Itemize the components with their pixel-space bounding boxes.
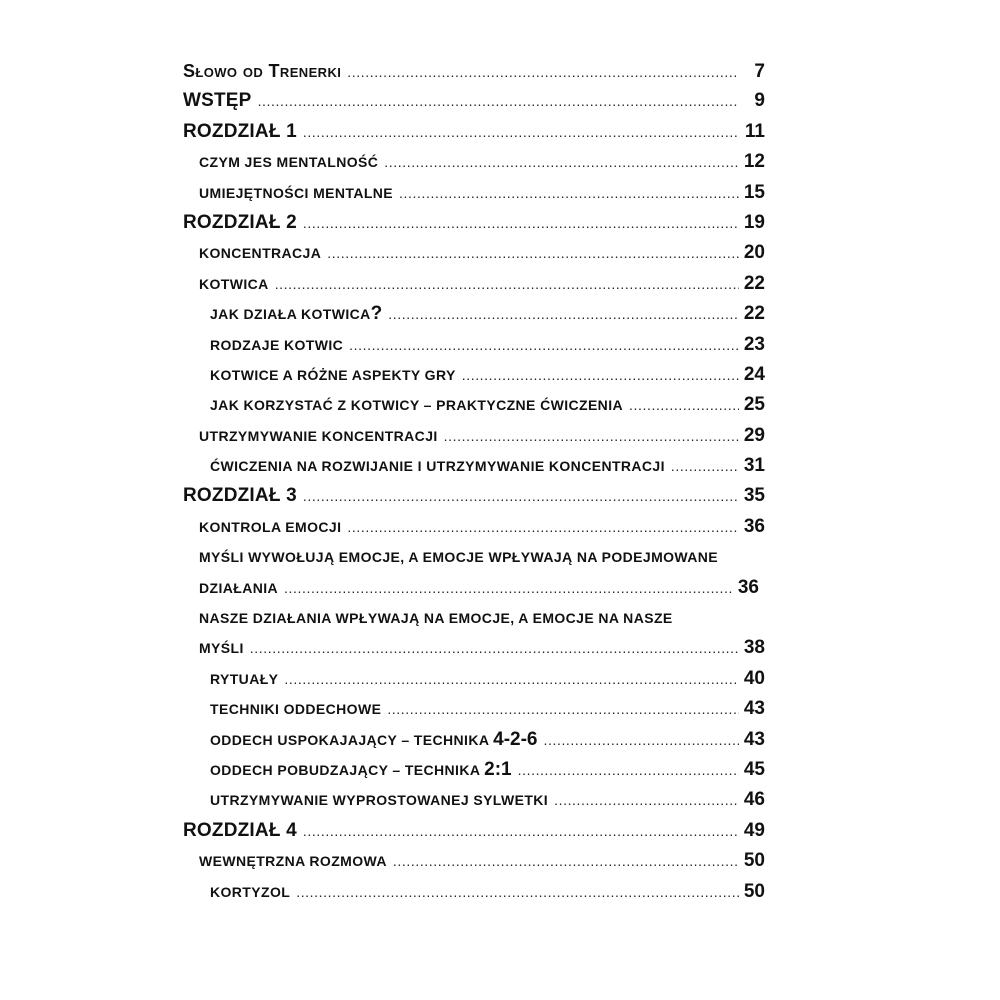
toc-entry-title: KOTWICA [199, 275, 269, 292]
toc-entry-title: WSTĘP [183, 90, 252, 112]
dot-leader [303, 481, 739, 511]
toc-entry-page: 49 [743, 819, 765, 841]
dot-leader [303, 117, 739, 147]
toc-entry-title [210, 299, 382, 330]
toc-entry-slowo-od-trenerki[interactable] [183, 56, 765, 86]
dot-leader [296, 877, 739, 907]
toc-entry-title-suffix: ? [370, 303, 383, 325]
toc-entry-page: 25 [743, 394, 765, 416]
toc-entry-title-suffix: 4-2-6 [493, 728, 538, 750]
toc-entry-title: RYTUAŁY [210, 670, 279, 687]
toc-entry-utrzymywanie-wyprostowanej-sylwetki[interactable] [183, 785, 765, 815]
toc-entry-rozdzial-1[interactable] [183, 117, 765, 147]
dot-leader [284, 664, 739, 694]
toc-entry-page: 20 [743, 242, 765, 264]
toc-entry-page: 7 [754, 61, 765, 82]
toc-entry-title: KONTROLA EMOCJI [199, 518, 342, 535]
table-of-contents [183, 56, 765, 907]
toc-entry-rozdzial-4[interactable] [183, 816, 765, 846]
toc-entry-rytualy[interactable] [183, 664, 765, 694]
toc-entry-jak-dziala-kotwica[interactable] [183, 299, 765, 329]
toc-entry-title-line1 [183, 542, 765, 572]
toc-entry-title: UTRZYMYWANIE WYPROSTOWANEJ SYLWETKI [210, 792, 549, 809]
toc-entry-title: ROZDZIAŁ 2 [183, 211, 297, 233]
dot-leader [327, 238, 739, 268]
dot-leader [384, 147, 739, 177]
toc-entry-page: 19 [743, 211, 765, 233]
dot-leader [444, 421, 739, 451]
toc-entry-kortyzol[interactable] [183, 877, 765, 907]
toc-entry-utrzymywanie-koncentracji[interactable] [183, 421, 765, 451]
toc-entry-title: UMIEJĘTNOŚCI MENTALNE [199, 184, 394, 201]
toc-entry-page: 23 [743, 333, 765, 355]
toc-entry-title-continued: MYŚLI [199, 640, 244, 657]
dot-leader [462, 360, 739, 390]
toc-entry-title: TECHNIKI ODDECHOWE [210, 701, 382, 718]
toc-entry-nasze-dzialania[interactable] [183, 603, 765, 664]
toc-entry-page: 38 [743, 637, 765, 659]
toc-entry-mysli-wywoluja-emocje[interactable] [183, 542, 765, 603]
toc-entry-page: 35 [743, 485, 765, 507]
toc-entry-title: KONCENTRACJA [199, 245, 322, 262]
toc-entry-page: 29 [743, 424, 765, 446]
toc-entry-jak-korzystac-z-kotwicy[interactable] [183, 390, 765, 420]
toc-entry-title: Słowo od Trenerki [183, 61, 342, 81]
dot-leader [250, 633, 739, 663]
toc-entry-rozdzial-3[interactable] [183, 481, 765, 511]
toc-entry-page: 24 [743, 363, 765, 385]
dot-leader [284, 573, 733, 603]
toc-entry-title-line1 [183, 603, 765, 633]
dot-leader [347, 57, 739, 87]
toc-entry-title: ĆWICZENIA NA ROZWIJANIE I UTRZYMYWANIE KONCENTRACJI [210, 458, 665, 475]
toc-entry-page: 9 [754, 90, 765, 112]
toc-entry-page: 11 [744, 120, 765, 142]
toc-entry-title: NASZE DZIAŁANIA WPŁYWAJĄ NA EMOCJE, A EMOCJE NA NASZE [199, 610, 673, 627]
toc-entry-title-line2-row [183, 633, 765, 663]
dot-leader [349, 330, 739, 360]
toc-entry-title: JAK KORZYSTAĆ Z KOTWICY – PRAKTYCZNE ĆWICZENIA [210, 397, 623, 414]
toc-entry-rodzaje-kotwic[interactable] [183, 330, 765, 360]
dot-leader [275, 269, 739, 299]
toc-entry-oddech-pobudzajacy[interactable] [183, 755, 765, 785]
toc-entry-page: 50 [743, 880, 765, 902]
toc-entry-title: WEWNĘTRZNA ROZMOWA [199, 853, 387, 870]
dot-leader [399, 178, 739, 208]
toc-entry-title: ROZDZIAŁ 3 [183, 485, 297, 507]
toc-entry-techniki-oddechowe[interactable] [183, 694, 765, 724]
toc-entry-page: 12 [743, 151, 765, 173]
toc-entry-kotwice-a-rozne-aspekty-gry[interactable] [183, 360, 765, 390]
toc-entry-title: RODZAJE KOTWIC [210, 336, 344, 353]
dot-leader [347, 512, 739, 542]
toc-entry-title-text: ODDECH USPOKAJAJĄCY – TECHNIKA [210, 731, 494, 748]
toc-entry-title: ROZDZIAŁ 1 [183, 120, 297, 142]
toc-entry-title: KOTWICE A RÓŻNE ASPEKTY GRY [210, 366, 456, 383]
toc-entry-title: MYŚLI WYWOŁUJĄ EMOCJE, A EMOCJE WPŁYWAJĄ NA PODEJMOWANE [199, 549, 719, 566]
toc-entry-cwiczenia-na-rozwijanie[interactable] [183, 451, 765, 481]
toc-entry-title: CZYM JES MENTALNOŚĆ [199, 154, 379, 171]
toc-entry-page: 45 [743, 758, 765, 780]
toc-entry-page: 36 [737, 576, 759, 598]
toc-entry-title-line2-row [183, 573, 765, 603]
toc-entry-title: ROZDZIAŁ 4 [183, 819, 297, 841]
toc-entry-page: 31 [743, 455, 765, 477]
toc-entry-page: 43 [743, 728, 765, 750]
toc-entry-page: 46 [743, 789, 765, 811]
dot-leader [258, 86, 739, 116]
dot-leader [303, 208, 739, 238]
toc-entry-page: 40 [743, 667, 765, 689]
dot-leader [518, 755, 739, 785]
dot-leader [393, 846, 739, 876]
toc-entry-koncentracja[interactable] [183, 238, 765, 268]
toc-entry-title: UTRZYMYWANIE KONCENTRACJI [199, 427, 438, 444]
dot-leader [543, 725, 739, 755]
toc-entry-rozdzial-2[interactable] [183, 208, 765, 238]
dot-leader [629, 390, 739, 420]
toc-entry-page: 22 [743, 303, 765, 325]
toc-entry-title-text: JAK DZIAŁA KOTWICA [210, 306, 371, 323]
dot-leader [554, 785, 739, 815]
toc-entry-title-continued: DZIAŁANIA [199, 579, 279, 596]
toc-entry-czym-jes-mentalnosc[interactable] [183, 147, 765, 177]
toc-entry-umiejetnosci-mentalne[interactable] [183, 178, 765, 208]
toc-entry-kotwica[interactable] [183, 269, 765, 299]
toc-entry-wstep[interactable] [183, 86, 765, 116]
toc-entry-page: 50 [743, 850, 765, 872]
toc-entry-title-text: ODDECH POBUDZAJĄCY – TECHNIKA [210, 761, 485, 778]
toc-entry-page: 43 [743, 698, 765, 720]
toc-entry-page: 22 [743, 272, 765, 294]
toc-entry-oddech-uspokajajacy[interactable] [183, 725, 765, 755]
toc-entry-title: KORTYZOL [210, 883, 291, 900]
toc-entry-kontrola-emocji[interactable] [183, 512, 765, 542]
toc-entry-page: 36 [743, 515, 765, 537]
dot-leader [303, 816, 739, 846]
dot-leader [388, 299, 739, 329]
toc-entry-title [210, 755, 512, 786]
dot-leader [387, 694, 739, 724]
toc-entry-wewnetrzna-rozmowa[interactable] [183, 846, 765, 876]
toc-entry-title-suffix: 2:1 [484, 758, 512, 780]
toc-entry-page: 15 [743, 181, 765, 203]
toc-entry-title [210, 725, 537, 756]
dot-leader [671, 451, 739, 481]
